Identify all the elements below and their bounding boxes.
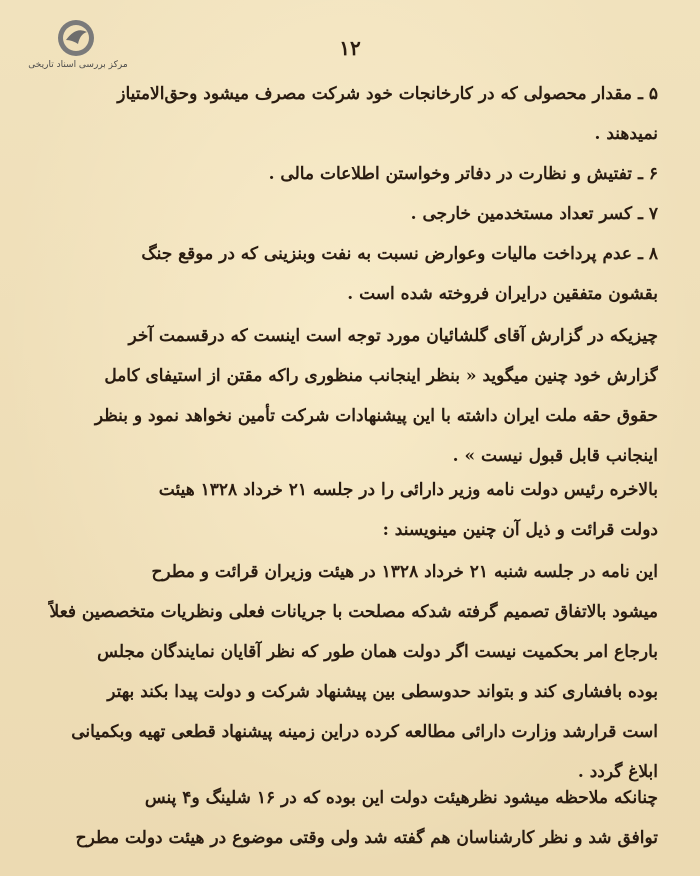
paragraph-golshaian-report xyxy=(48,316,658,476)
text-line: ۷ ـ کسر تعداد مستخدمین خارجی . xyxy=(410,204,658,224)
text-line: ابلاغ گردد . xyxy=(577,762,658,782)
text-line: میشود بالاتفاق تصمیم گرفته شدکه مصلحت با جریانات فعلی ونظریات متخصصین فعلاً xyxy=(49,602,658,622)
text-line: است قرارشد وزارت دارائی مطالعه کرده دراین زمینه پیشنهاد قطعی تهیه وبکمیانی xyxy=(71,722,658,742)
text-line: اینجانب قابل قبول نیست » . xyxy=(452,446,658,466)
text-line: این نامه در جلسه شنبه ۲۱ خرداد ۱۳۲۸ در هیئت وزیران قرائت و مطرح xyxy=(151,562,658,582)
text-line: ۸ ـ عدم پرداخت مالیات وعوارض نسبت به نفت وبنزینی که در موقع جنگ xyxy=(141,244,658,264)
paragraph-conclusion xyxy=(48,778,658,858)
text-line: حقوق حقه ملت ایران داشته با این پیشنهادات شرکت تأمین نخواهد نمود و بنظر xyxy=(94,406,658,426)
paragraph-item-6 xyxy=(48,154,658,194)
text-line: بقشون متفقین درایران فروخته شده است . xyxy=(347,284,658,304)
logo-caption: مرکز بررسی اسناد تاریخی xyxy=(28,60,128,70)
text-line: بارجاع امر بحکمیت نیست اگر دولت همان طور که نظر آقایان نمایندگان مجلس xyxy=(97,642,658,662)
text-line: بوده بافشاری کند و بتواند حدوسطی بین پیشنهاد شرکت و دولت پیدا بکند بهتر xyxy=(107,682,658,702)
paragraph-item-5 xyxy=(48,74,658,154)
text-line: چنانکه ملاحظه میشود نظرهیئت دولت این بوده که در ۱۶ شلینگ و۴ پنس xyxy=(144,788,658,808)
text-line: نمیدهند . xyxy=(594,124,658,144)
text-line: دولت قرائت و ذیل آن چنین مینویسند : xyxy=(382,520,658,540)
text-line: توافق شد و نظر کارشناسان هم گفته شد ولی وقتی موضوع در هیئت دولت مطرح xyxy=(75,828,658,848)
paragraph-item-7 xyxy=(48,194,658,234)
text-line: ۵ ـ مقدار محصولی که در کارخانجات خود شرکت مصرف میشود وحق‌الامتیاز xyxy=(117,84,658,104)
paragraph-cabinet-session xyxy=(48,552,658,792)
text-line: بالاخره رئیس دولت نامه وزیر دارائی را در جلسه ۲۱ خرداد ۱۳۲۸ هیئت xyxy=(158,480,658,500)
page-number: ۱۲ xyxy=(339,36,361,60)
text-line: گزارش خود چنین میگوید « بنظر اینجانب منظوری راکه مقتن از استیفای کامل xyxy=(104,366,658,386)
text-line: ۶ ـ تفتیش و نظارت در دفاتر وخواستن اطلاعات مالی . xyxy=(268,164,658,184)
paragraph-cabinet-letter xyxy=(48,470,658,550)
paragraph-item-8 xyxy=(48,234,658,314)
text-line: چیزیکه در گزارش آقای گلشائیان مورد توجه است اینست که درقسمت آخر xyxy=(128,326,658,346)
